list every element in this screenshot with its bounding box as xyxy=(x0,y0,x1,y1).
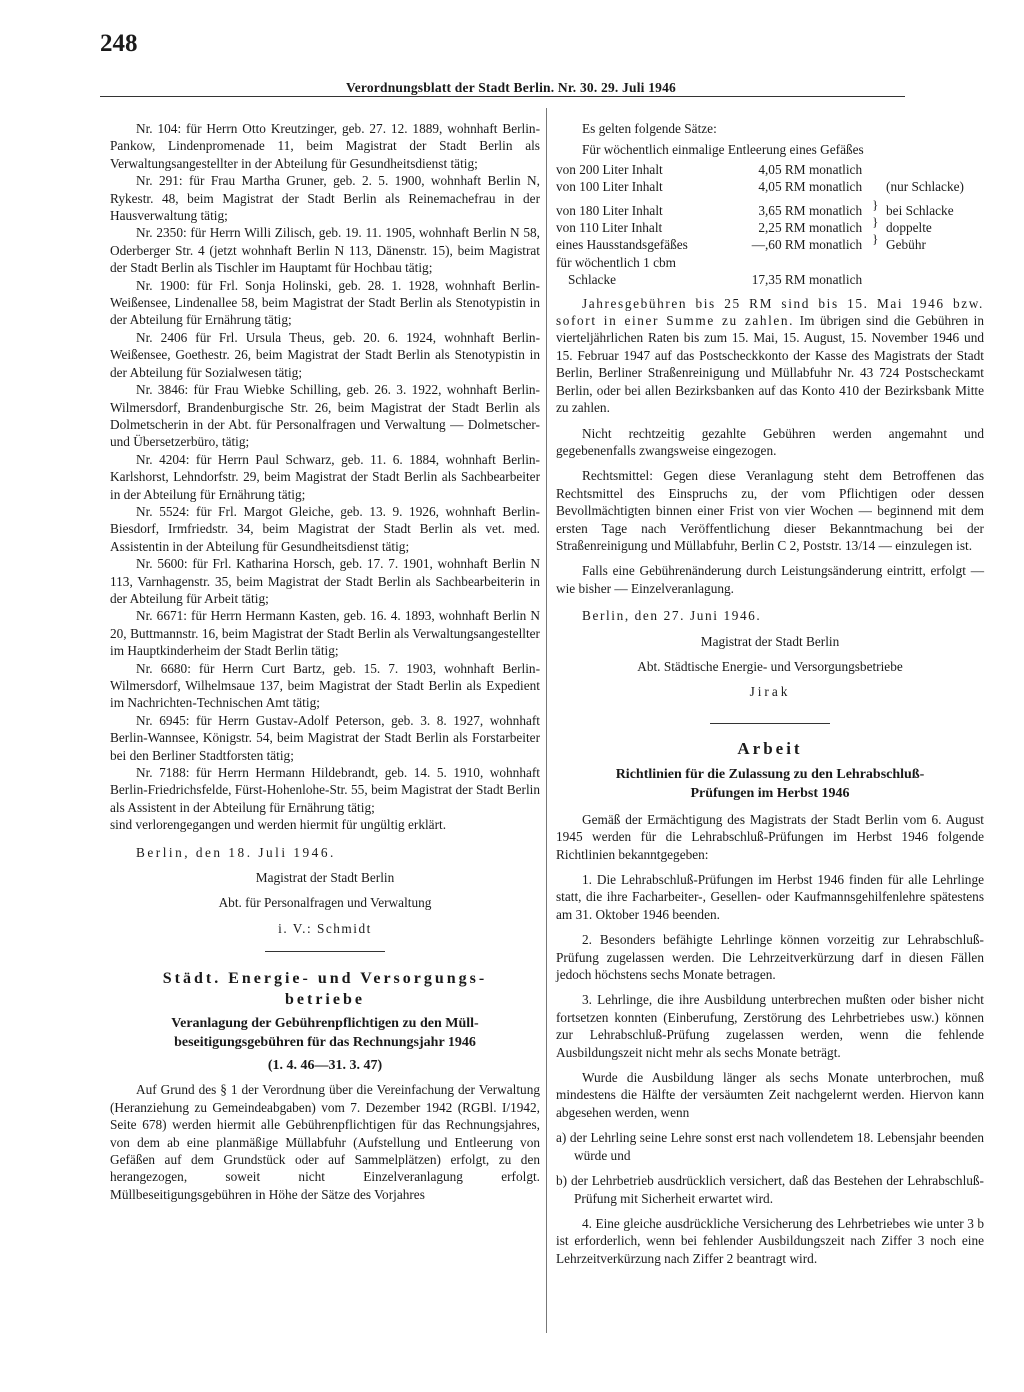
entry-3846: Nr. 3846: für Frau Wiebke Schilling, geb. 26. 3. 1922, wohnhaft Berlin-Wilmersdorf, Brandenburgische Str. 26, beim Magistrat der Stadt Berlin als Dolmetscherin in der Abt. für Personalfragen und Verwaltung — Dolmetscher- und Übersetzerbüro, tätig; xyxy=(110,382,540,450)
entry-6945: Nr. 6945: für Herrn Gustav-Adolf Peterson, geb. 3. 8. 1927, wohnhaft Berlin-Wannsee, Königstr. 54, beim Magistrat der Stadt Berlin als Forstarbeiter bei den Berliner Stadtforsten tätig; xyxy=(110,712,540,763)
rate-note: doppelte xyxy=(886,220,932,236)
entry-5524: Nr. 5524: für Frl. Margot Gleiche, geb. 13. 9. 1926, wohnhaft Berlin-Biesdorf, Irmfriedstr. 34, beim Magistrat der Stadt Berlin als vet. med. Assistentin in der Abteilung für Gesundheitsdienst tätig; xyxy=(110,503,540,554)
condition-a: a) der Lehrling seine Lehre sonst erst nach vollendetem 18. Lebensjahr beenden würde und xyxy=(556,1130,984,1163)
section-divider xyxy=(710,723,830,724)
brace-mark: } } } xyxy=(872,196,879,246)
condition-b: b) der Lehrbetrieb ausdrücklich versichert, daß das Bestehen der Lehrabschluß-Prüfung mit Sicherheit erwartet wird. xyxy=(556,1173,984,1206)
intro-paragraph: Gemäß der Ermächtigung des Magistrats der Stadt Berlin vom 6. August 1945 werden für die Lehrabschluß-Prüfungen im Herbst 1946 folgende Richtlinien bekanntgegeben: xyxy=(556,811,984,862)
entry-1900: Nr. 1900: für Frl. Sonja Holinski, geb. 28. 1. 1928, wohnhaft Berlin-Weißensee, Lindenallee 58, beim Magistrat der Stadt Berlin als Stenotypistin in der Abteilung für Ernährung tätig; xyxy=(110,277,540,328)
section-title-arbeit: Arbeit xyxy=(737,738,803,758)
rate-amount: 3,65 RM monatlich xyxy=(758,202,863,218)
place-date: Berlin, den 27. Juni 1946. xyxy=(582,608,762,624)
subtitle-line-2: beseitigungsgebühren für das Rechnungsjahr 1946 xyxy=(174,1035,476,1051)
place-date: Berlin, den 18. Juli 1946. xyxy=(136,844,336,860)
rate-amount: —,60 RM monatlich xyxy=(751,237,863,253)
rate-note: Gebühr xyxy=(886,237,926,253)
rate-note xyxy=(886,161,984,178)
rate-amount xyxy=(722,254,868,271)
entry-2350: Nr. 2350: für Herrn Willi Zilisch, geb. 19. 11. 1905, wohnhaft Berlin N 58, Oderberger Str. 4 (jetzt wohnhaft Berlin N 113, Dänenstr. 15), beim Magistrat der Stadt Berlin als Tischler im Hauptamt für Hochbau tätig; xyxy=(110,225,540,276)
rate-row xyxy=(556,178,984,195)
section-title-line-1: Städt. Energie- und Versorgungs- xyxy=(162,970,488,988)
signature-name: i. V.: Schmidt xyxy=(278,920,372,936)
rate-label: von 110 Liter Inhalt xyxy=(556,220,663,236)
rates-heading: Für wöchentlich einmalige Entleerung eines Gefäßes xyxy=(582,142,864,158)
column-divider xyxy=(546,108,547,1333)
left-column xyxy=(110,120,540,1203)
overdue-paragraph: Nicht rechtzeitig gezahlte Gebühren werden angemahnt und gegebenenfalls zwangsweise eingezogen. xyxy=(556,425,984,458)
rate-row xyxy=(556,219,984,236)
rate-label: Schlacke xyxy=(568,272,616,288)
rate-note: bei Schlacke xyxy=(886,202,954,218)
rate-row xyxy=(556,236,984,253)
entry-104: Nr. 104: für Herrn Otto Kreutzinger, geb. 27. 12. 1889, wohnhaft Berlin-Pankow, Lindenpromenade 11, beim Magistrat der Stadt Berlin als Verwaltungsangestellter in der Abteilung für Gesundheitsdienst tätig; xyxy=(110,121,540,171)
entry-6671: Nr. 6671: für Herrn Hermann Kasten, geb. 16. 4. 1893, wohnhaft Berlin N 20, Buttmannstr. 16, beim Magistrat der Stadt Berlin als Verwaltungsangestellter im Hauptkinderheim der Stadt Berlin tätig; xyxy=(110,608,540,659)
subtitle-line-1: Richtlinien für die Zulassung zu den Lehrabschluß- xyxy=(615,766,925,782)
rate-label: eines Hausstandsgefäßes xyxy=(556,237,688,253)
signature-department: Abt. Städtische Energie- und Versorgungsbetriebe xyxy=(637,658,903,674)
signature-name: Jirak xyxy=(749,684,791,700)
entry-5600: Nr. 5600: für Frl. Katharina Horsch, geb. 17. 7. 1901, wohnhaft Berlin N 113, Varnhagenstr. 35, beim Magistrat der Stadt Berlin als Sachbearbeiterin in der Abteilung für Arbeit tätig; xyxy=(110,556,540,606)
subtitle-period: (1. 4. 46—31. 3. 47) xyxy=(267,1058,383,1074)
subtitle-line-1: Veranlagung der Gebührenpflichtigen zu den Müll- xyxy=(171,1016,479,1032)
rate-note xyxy=(886,271,984,288)
closing-sentence: sind verlorengegangen und werden hiermit für ungültig erklärt. xyxy=(110,817,447,833)
rate-row xyxy=(556,271,984,288)
rate-row xyxy=(556,254,984,271)
rate-label: von 100 Liter Inhalt xyxy=(556,179,663,195)
rates-table xyxy=(556,161,984,289)
signature-authority: Magistrat der Stadt Berlin xyxy=(255,870,395,886)
rate-amount: 4,05 RM monatlich xyxy=(758,179,863,195)
rule-item-1: 1. Die Lehrabschluß-Prüfungen im Herbst 1946 finden für alle Lehrlinge statt, die ihre Facharbeiter-, Gesellen- oder Kaufmannsgehilfenlehre spätestens am 31. Oktober 1946 beenden. xyxy=(556,872,984,922)
section-title-line-2: betriebe xyxy=(285,991,365,1009)
header-rule xyxy=(100,96,905,97)
rate-label: für wöchentlich 1 cbm xyxy=(556,254,677,270)
payment-deadline-text: Jahresgebühren bis 25 RM sind bis 15. Mai 1946 bzw. sofort in einer Summe zu zahlen. xyxy=(556,295,984,329)
payment-paragraph xyxy=(556,295,984,417)
rates-intro: Es gelten folgende Sätze: xyxy=(582,121,717,136)
entry-4204: Nr. 4204: für Herrn Paul Schwarz, geb. 11. 6. 1884, wohnhaft Berlin-Karlshorst, Lehndorfstr. 29, beim Magistrat der Stadt Berlin als Sachbearbeiter in der Abteilung für Ernährung tätig; xyxy=(110,451,540,502)
entry-2406: Nr. 2406 für Frl. Ursula Theus, geb. 20. 6. 1924, wohnhaft Berlin-Weißensee, Goethestr. 26, beim Magistrat der Stadt Berlin als Stenotypistin in der Abteilung für Sozialwesen tätig; xyxy=(110,329,540,380)
interruption-paragraph: Wurde die Ausbildung länger als sechs Monate unterbrochen, muß mindestens die Hälfte der versäumten Zeit nachgelernt werden. Hiervon kann abgesehen werden, wenn xyxy=(556,1070,984,1120)
rate-row xyxy=(556,196,984,219)
entry-7188: Nr. 7188: für Herrn Hermann Hildebrandt, geb. 14. 5. 1910, wohnhaft Berlin-Friedrichsfelde, Fürst-Hohenlohe-Str. 55, beim Magistrat der Stadt Berlin als Assistent in der Abteilung für Ernährung tätig; xyxy=(110,765,540,815)
running-head: Verordnungsblatt der Stadt Berlin. Nr. 30. 29. Juli 1946 xyxy=(346,80,676,95)
entry-291: Nr. 291: für Frau Martha Gruner, geb. 2. 5. 1900, wohnhaft Berlin N, Rykestr. 48, beim Magistrat der Stadt Berlin als Reinemachefrau in der Hausverwaltung tätig; xyxy=(110,173,540,224)
rate-label: von 200 Liter Inhalt xyxy=(556,161,663,177)
section-divider xyxy=(265,951,385,952)
rate-amount: 2,25 RM monatlich xyxy=(758,220,863,236)
change-paragraph: Falls eine Gebührenänderung durch Leistungsänderung eintritt, erfolgt — wie bisher — Einzelveranlagung. xyxy=(556,563,984,596)
rate-note xyxy=(886,254,984,271)
signature-authority: Magistrat der Stadt Berlin xyxy=(700,633,840,649)
rate-amount: 17,35 RM monatlich xyxy=(751,272,863,288)
entry-6680: Nr. 6680: für Herrn Curt Bartz, geb. 15. 7. 1903, wohnhaft Berlin-Wilmersdorf, Wilhelmsaue 137, beim Magistrat der Stadt Berlin als Expedient im Nachrichten-Technischen Amt tätig; xyxy=(110,660,540,711)
rate-row xyxy=(556,161,984,178)
body-paragraph: Auf Grund des § 1 der Verordnung über die Vereinfachung der Verwaltung (Heranziehung zu Gemeindeabgaben) vom 7. Dezember 1942 (RGBl. I/1942, Seite 678) werden hiermit alle Gebührenpflichtigen für das Rechnungsjahres, von dem ab eine planmäßige Müllabfuhr (Aufstellung und Entleerung von Gefäßen auf dem Grundstück oder auf Sammelplätzen) erfolgt, zu den herangezogen, soweit nicht Einzelveranlagung erfolgt. Müllbeseitigungsgebühren in Höhe der Sätze des Vorjahres xyxy=(110,1082,540,1202)
rule-item-2: 2. Besonders befähigte Lehrlinge können vorzeitig zur Lehrabschluß-Prüfung zugelassen werden. Die Lehrzeitverkürzung darf in diesen Fällen jedoch höchstens sechs Monate betragen. xyxy=(556,932,984,983)
rate-note: (nur Schlacke) xyxy=(886,179,964,195)
rate-label: von 180 Liter Inhalt xyxy=(556,202,663,218)
remedy-paragraph: Rechtsmittel: Gegen diese Veranlagung steht dem Betroffenen das Rechtsmittel des Einspruchs zu, der vom Pflichtigen oder dessen Bevollmächtigten binnen einer Frist von vier Wochen — beginnend mit dem ersten Tage nach Veröffentlichung dieser Bekanntmachung bei der Straßenreinigung und Müllabfuhr, Berlin C 2, Poststr. 13/14 — einzulegen ist. xyxy=(556,468,984,553)
rate-amount: 4,05 RM monatlich xyxy=(758,161,863,177)
rule-item-3: 3. Lehrlinge, die ihre Ausbildung unterbrechen mußten oder bisher nicht fortsetzen konnten (Einberufung, Zerstörung des Lehrbetriebes usw.) können zur Lehrabschluß-Prüfung zugelassen werden, wenn die fehlende Ausbildungszeit nicht mehr als sechs Monate beträgt. xyxy=(556,992,984,1060)
rule-item-4: 4. Eine gleiche ausdrückliche Versicherung des Lehrbetriebes wie unter 3 b ist erforderlich, wenn bei fehlender Ausbildungszeit nach Ziffer 3 noch eine Lehrzeitverkürzung nach Ziffer 2 beantragt wird. xyxy=(556,1215,984,1266)
page-number: 248 xyxy=(100,30,138,57)
payment-rest-text: Im übrigen sind die Gebühren in vierteljährlichen Raten bis zum 15. Mai, 15. August, 15. November 1946 und 15. Februar 1947 auf das Postscheckkonto der Kasse des Magistrats der Stadt Berlin, Berliner Straßenreinigung und Müllabfuhr Nr. 43 724 Postscheckamt Berlin, oder bei allen Bezirksbanken auf das Konto 410 der Bezirksbank Mitte zu zahlen. xyxy=(556,313,984,416)
signature-department: Abt. für Personalfragen und Verwaltung xyxy=(218,895,432,911)
right-column xyxy=(556,120,984,1267)
subtitle-line-2: Prüfungen im Herbst 1946 xyxy=(690,785,850,801)
